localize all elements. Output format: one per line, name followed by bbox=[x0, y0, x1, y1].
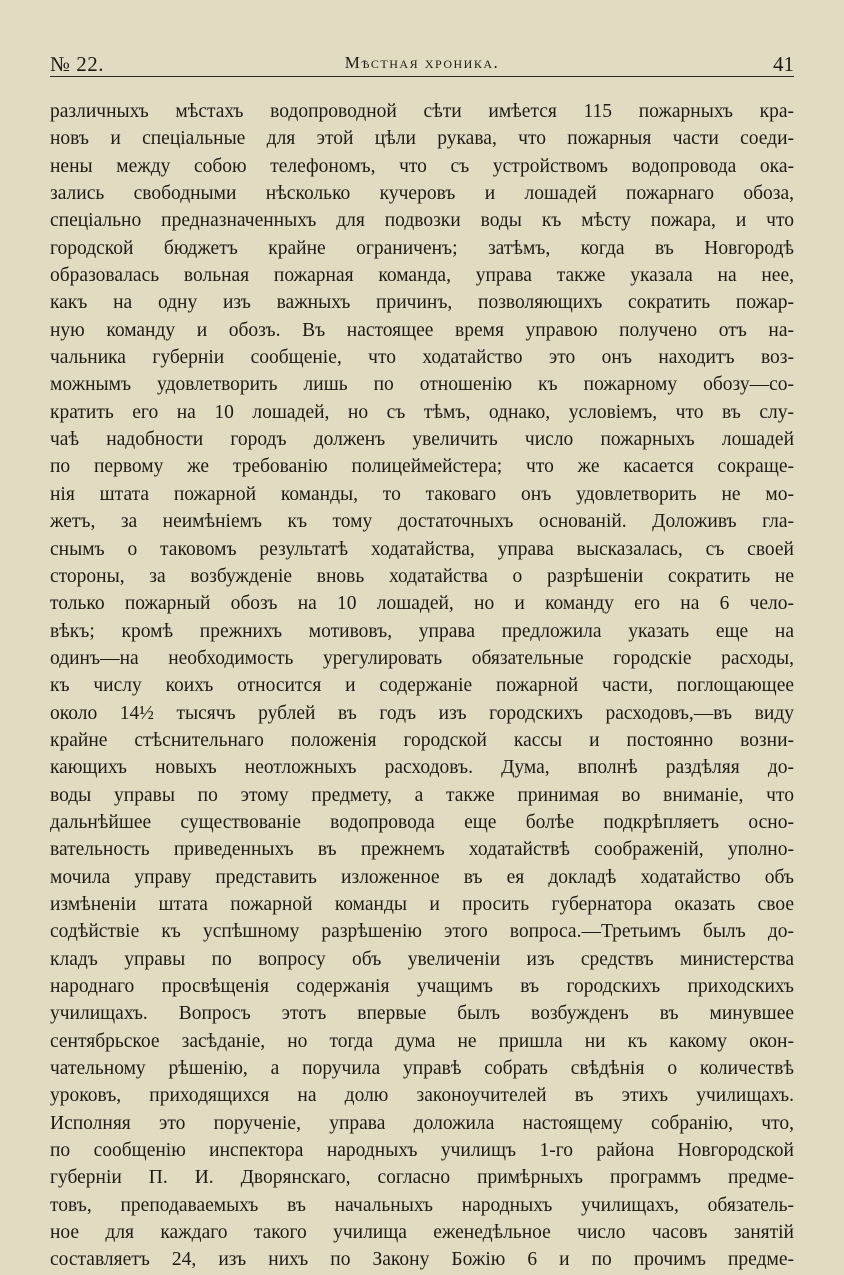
body-text bbox=[50, 98, 794, 1274]
text-line: одинъ—на необходимость урегулировать обязательные городскіе расходы, bbox=[50, 647, 794, 669]
text-line: воды управы по этому предмету, а также принимая во вниманіе, что bbox=[50, 784, 794, 806]
text-line: уроковъ, приходящихся на долю законоучителей въ этихъ училищахъ. bbox=[50, 1085, 794, 1107]
text-line: можнымъ удовлетворить лишь по отношенію къ пожарному обозу—со- bbox=[50, 374, 794, 396]
section-title: Мѣстная хроника. bbox=[344, 53, 500, 72]
text-line: нія штата пожарной команды, то таковаго онъ удовлетворить не мо- bbox=[50, 483, 794, 505]
text-line: нены между собою телефономъ, что съ устройствомъ водопровода ока- bbox=[50, 155, 794, 177]
text-line: крайне стѣснительнаго положенія городской кассы и постоянно возни- bbox=[50, 729, 794, 751]
text-line: спеціально предназначенныхъ для подвозки воды къ мѣсту пожара, и что bbox=[50, 210, 794, 232]
text-line: чальника губерніи сообщеніе, что ходатайство это онъ находитъ воз- bbox=[50, 347, 794, 369]
text-line: сентябрьское засѣданіе, но тогда дума не пришла ни къ какому окон- bbox=[50, 1030, 794, 1052]
text-line: стороны, за возбужденіе вновь ходатайства о разрѣшеніи сократить не bbox=[50, 565, 794, 587]
text-line: чательному рѣшенію, а поручила управѣ собрать свѣдѣнія о количествѣ bbox=[50, 1058, 794, 1080]
header-rule bbox=[50, 76, 794, 77]
text-line: снымъ о таковомъ результатѣ ходатайства, управа высказалась, съ своей bbox=[50, 538, 794, 560]
text-line: ное для каждаго такого училища еженедѣльное число часовъ занятій bbox=[50, 1222, 794, 1244]
text-line: къ числу коихъ относится и содержаніе пожарной части, поглощающее bbox=[50, 675, 794, 697]
text-line: только пожарный обозъ на 10 лошадей, но и команду его на 6 чело- bbox=[50, 593, 794, 615]
text-line: новъ и спеціальные для этой цѣли рукава, что пожарныя части соеди- bbox=[50, 128, 794, 150]
page-number: 41 bbox=[773, 52, 794, 76]
text-line: образовалась вольная пожарная команда, управа также указала на нее, bbox=[50, 265, 794, 287]
text-line: какъ на одну изъ важныхъ причинъ, позволяющихъ сократить пожар- bbox=[50, 292, 794, 314]
text-line: по первому же требованію полицеймейстера; что же касается сокраще- bbox=[50, 456, 794, 478]
text-line: губерніи П. И. Дворянскаго, согласно примѣрныхъ программъ предме- bbox=[50, 1167, 794, 1189]
text-line: зались свободными нѣсколько кучеровъ и лошадей пожарнаго обоза, bbox=[50, 183, 794, 205]
text-line: кладъ управы по вопросу объ увеличеніи изъ средствъ министерства bbox=[50, 948, 794, 970]
text-line: около 14½ тысячъ рублей въ годъ изъ городскихъ расходовъ,—въ виду bbox=[50, 702, 794, 724]
text-line: различныхъ мѣстахъ водопроводной сѣти имѣется 115 пожарныхъ кра- bbox=[50, 101, 794, 122]
issue-number: № 22. bbox=[50, 52, 105, 76]
text-line: составляетъ 24, изъ нихъ по Закону Божію 6 и по прочимъ предме- bbox=[50, 1249, 794, 1271]
page-header bbox=[50, 44, 794, 78]
text-line: вѣкъ; кромѣ прежнихъ мотивовъ, управа предложила указать еще на bbox=[50, 620, 794, 642]
text-line: мочила управу представить изложенное въ ея докладѣ ходатайство объ bbox=[50, 866, 794, 888]
text-line: дальнѣйшее существованіе водопровода еще болѣе подкрѣпляетъ осно- bbox=[50, 811, 794, 833]
text-line: жетъ, за неимѣніемъ къ тому достаточныхъ основаній. Доложивъ гла- bbox=[50, 511, 794, 533]
text-line: народнаго просвѣщенія содержанія учащимъ въ городскихъ приходскихъ bbox=[50, 976, 794, 997]
text-line: Исполняя это порученіе, управа доложила настоящему собранію, что, bbox=[50, 1112, 794, 1134]
text-line: содѣйствіе къ успѣшному разрѣшенію этого вопроса.—Третьимъ былъ до- bbox=[50, 921, 794, 943]
text-line: кающихъ новыхъ неотложныхъ расходовъ. Дума, вполнѣ раздѣляя до- bbox=[50, 757, 794, 779]
text-line: измѣненіи штата пожарной команды и просить губернатора оказать свое bbox=[50, 893, 794, 915]
text-line: по сообщенію инспектора народныхъ училищъ 1-го района Новгородской bbox=[50, 1140, 794, 1162]
text-line: училищахъ. Вопросъ этотъ впервые былъ возбужденъ въ минувшее bbox=[50, 1003, 794, 1025]
text-line: кратить его на 10 лошадей, но съ тѣмъ, однако, условіемъ, что въ слу- bbox=[50, 401, 794, 423]
text-line: чаѣ надобности городъ долженъ увеличить число пожарныхъ лошадей bbox=[50, 429, 794, 451]
text-line: ную команду и обозъ. Въ настоящее время управою получено отъ на- bbox=[50, 319, 794, 341]
text-line: товъ, преподаваемыхъ въ начальныхъ народныхъ училищахъ, обязатель- bbox=[50, 1194, 794, 1216]
text-line: городской бюджетъ крайне ограниченъ; затѣмъ, когда въ Новгородѣ bbox=[50, 237, 794, 259]
text-line: вательность приведенныхъ въ прежнемъ ходатайствѣ соображеній, уполно- bbox=[50, 839, 794, 861]
